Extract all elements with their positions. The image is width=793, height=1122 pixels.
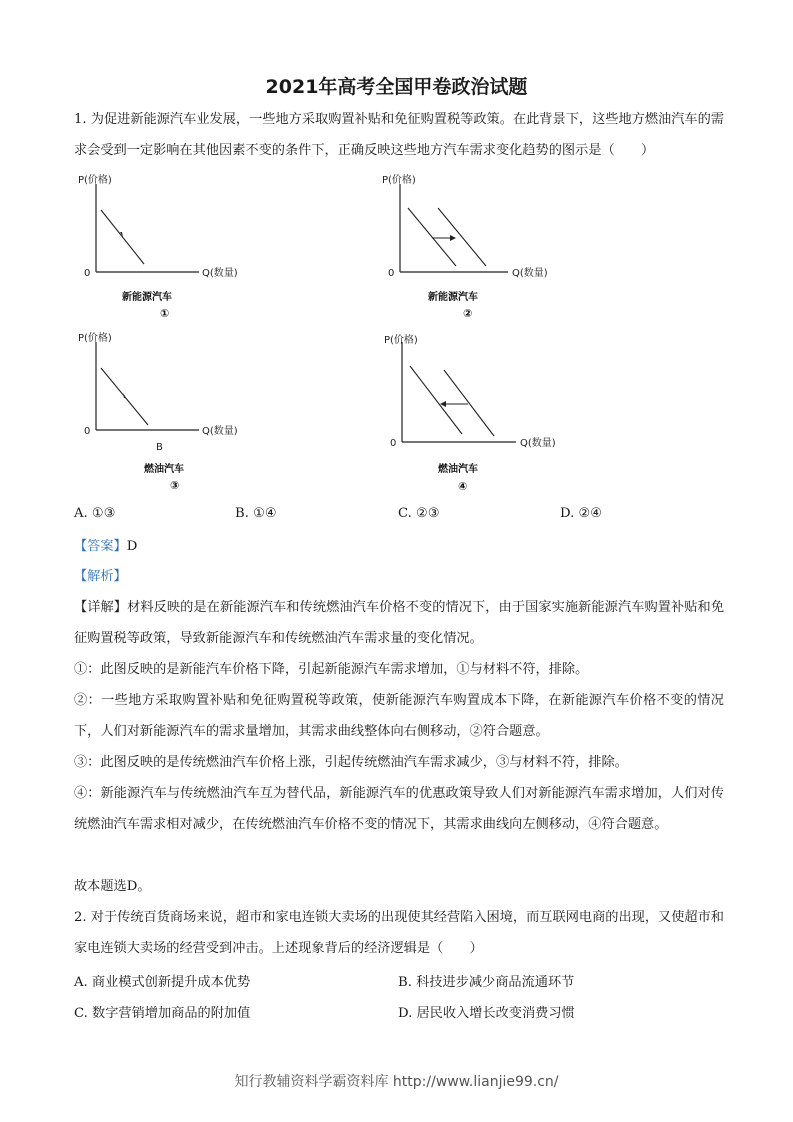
explain-4: ④：新能源汽车与传统燃油汽车互为替代品，新能源汽车的优惠政策导致人们对新能源汽车需求增加，人们对传统燃油汽车需求相对减少，在传统燃油汽车价格不变的情况下，其需求曲线向左侧移动，④符合题意。: [74, 786, 724, 832]
answer-line: [74, 531, 724, 562]
y-axis-label: P(价格): [382, 175, 416, 186]
option-d: D. ②④: [560, 506, 603, 521]
x-axis-label: Q(数量): [202, 426, 238, 437]
demand-curve-original: [408, 208, 456, 266]
x-axis-label: Q(数量): [512, 268, 548, 279]
figure-number: ②: [463, 307, 473, 320]
figure-2: [378, 172, 578, 326]
demand-curve-shifted: [410, 366, 462, 434]
origin-label: 0: [388, 268, 395, 279]
demand-curve-original: [444, 370, 494, 436]
detail-text: 材料反映的是在新能源汽车和传统燃油汽车价格不变的情况下，由于国家实施新能源汽车购置补贴和免征购置税等政策，导致新能源汽车和传统燃油汽车需求量的变化情况。: [74, 600, 725, 646]
explain-1: ①：此图反映的是新能汽车价格下降，引起新能源汽车需求增加，①与材料不符，排除。: [74, 662, 589, 677]
figure-caption: 新能源汽车: [122, 292, 172, 303]
y-axis-label: P(价格): [78, 333, 112, 344]
q2-option-d: D. 居民收入增长改变消费习惯: [398, 1006, 575, 1021]
figure-caption: 燃油汽车: [144, 464, 184, 475]
q2-stem: 2. 对于传统百货商场来说，超市和家电连锁大卖场的出现使其经营陷入困境，而互联网电商的出现，又使超市和家电连锁大卖场的经营受到冲击。上述现象背后的经济逻辑是（ ）: [74, 910, 724, 956]
figure-number: ④: [458, 480, 468, 493]
explain-2: ②：一些地方采取购置补贴和免征购置税等政策，使新能源汽车购置成本下降，在新能源汽车价格不变的情况下，人们对新能源汽车的需求量增加，其需求曲线整体向右侧移动，②符合题意。: [74, 693, 724, 739]
conclusion: 故本题选D。: [74, 879, 151, 894]
figure-4: [380, 330, 580, 504]
option-c: C. ②③: [398, 506, 440, 521]
figure-caption: 新能源汽车: [428, 292, 478, 303]
x-axis-label: Q(数量): [520, 438, 556, 449]
page-title: 2021年高考全国甲卷政治试题: [265, 76, 528, 98]
y-axis-label: P(价格): [384, 335, 418, 346]
q2-option-b: B. 科技进步减少商品流通环节: [398, 975, 575, 990]
origin-label: 0: [390, 438, 397, 449]
figure-1: [74, 172, 254, 326]
figure-number: ①: [160, 307, 170, 320]
figure-caption: 燃油汽车: [438, 464, 478, 475]
answer-tag: 【答案】: [74, 539, 127, 554]
label-b: B: [156, 442, 163, 453]
arrowhead-right: [450, 235, 456, 241]
figure-number: ③: [170, 479, 180, 492]
x-axis-label: Q(数量): [202, 268, 238, 279]
option-b: B. ①④: [235, 506, 277, 521]
q2-option-a: A. 商业模式创新提升成本优势: [74, 975, 251, 990]
detail-paragraph: [74, 592, 724, 654]
demand-curve-shifted: [438, 208, 486, 266]
q1-stem: 1. 为促进新能源汽车业发展，一些地方采取购置补贴和免征购置税等政策。在此背景下，这些地方燃油汽车的需求会受到一定影响在其他因素不变的条件下，正确反映这些地方汽车需求变化趋势的图示是（ ）: [74, 112, 724, 158]
answer-value: D: [126, 539, 138, 554]
explain-3: ③：此图反映的是传统燃油汽车价格上涨，引起传统燃油汽车需求减少，③与材料不符，排除。: [74, 755, 628, 770]
footer-watermark: 知行教辅资料学霸资料库 http://www.lianjie99.cn/: [234, 1074, 559, 1090]
q2-option-c: C. 数字营销增加商品的附加值: [74, 1006, 251, 1021]
y-axis-label: P(价格): [78, 175, 112, 186]
demand-curve: [101, 210, 144, 264]
option-a: A. ①③: [74, 506, 116, 521]
detail-tag: 【详解】: [74, 600, 128, 615]
origin-label: 0: [84, 268, 91, 279]
analysis-tag: 【解析】: [74, 569, 127, 584]
origin-label: 0: [84, 426, 91, 437]
figure-3: [74, 330, 254, 494]
